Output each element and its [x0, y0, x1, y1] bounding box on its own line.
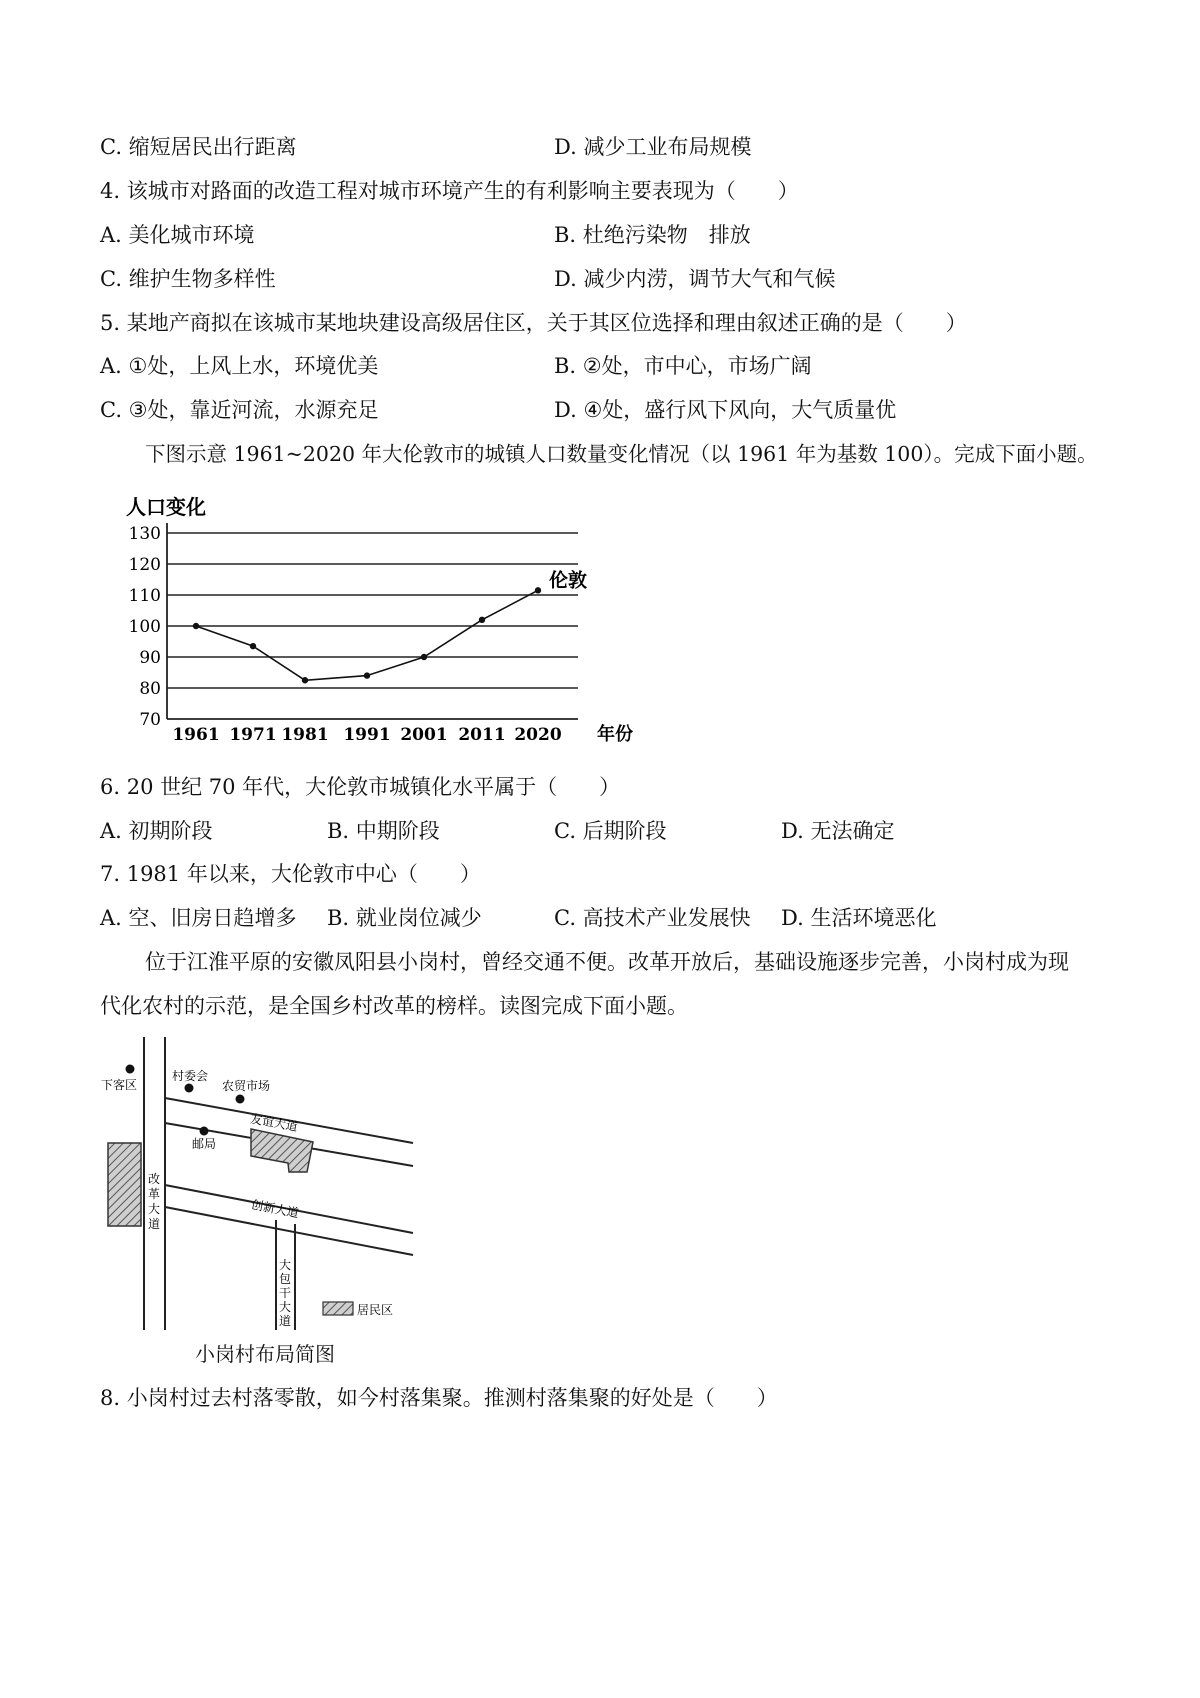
x-tick-label-1971: 1971: [229, 725, 277, 745]
svg-text:道: 道: [148, 1217, 161, 1231]
q6-option-d: D. 无法确定: [781, 819, 895, 843]
q3-option-c: C. 缩短居民出行距离: [100, 135, 297, 159]
q4-stem: 4. 该城市对路面的改造工程对城市环境产生的有利影响主要表现为（ ）: [100, 179, 799, 203]
q5-option-b: B. ②处，市中心，市场广阔: [554, 354, 812, 378]
y-tick-label-70: 70: [139, 710, 161, 730]
youju-point: [200, 1127, 209, 1136]
y-tick-label-80: 80: [139, 679, 161, 699]
residential-area-central: [251, 1129, 313, 1172]
x-tick-label-1981: 1981: [281, 725, 329, 745]
q7-option-c: C. 高技术产业发展快: [554, 906, 751, 930]
xiakequ-point: [126, 1065, 135, 1074]
youyi-road-label: 友谊大道: [249, 1111, 299, 1135]
youju-label: 邮局: [192, 1137, 217, 1151]
q6-option-b: B. 中期阶段: [327, 819, 440, 843]
residential-area-west: [108, 1143, 141, 1226]
svg-text:包: 包: [279, 1272, 292, 1286]
y-axis-label: 人口变化: [126, 495, 206, 519]
cunweihui-point: [185, 1084, 194, 1093]
data-point-2011: [479, 617, 485, 623]
nongmao-label: 农贸市场: [222, 1079, 271, 1093]
legend-label: 居民区: [357, 1303, 394, 1317]
data-point-2020: [535, 587, 541, 593]
population-line-chart: [110, 488, 650, 753]
q5-option-d: D. ④处，盛行风下风向，大气质量优: [554, 398, 897, 422]
x-axis-label: 年份: [597, 724, 633, 745]
svg-text:大: 大: [279, 1258, 292, 1272]
y-tick-label-130: 130: [128, 524, 161, 544]
y-tick-label-100: 100: [128, 617, 161, 637]
q7-stem: 7. 1981 年以来，大伦敦市中心（ ）: [100, 862, 481, 886]
q6-stem: 6. 20 世纪 70 年代，大伦敦市城镇化水平属于（ ）: [100, 775, 621, 799]
gaige-road-label: [148, 1172, 160, 1231]
chuangxin-road-label: 创新大道: [250, 1197, 300, 1221]
x-tick-label-1991: 1991: [343, 725, 391, 745]
svg-text:改: 改: [148, 1172, 161, 1186]
q5-option-a: A. ①处，上风上水，环境优美: [100, 354, 379, 378]
data-point-1981: [302, 677, 308, 683]
xiakequ-label: 下客区: [101, 1078, 138, 1092]
legend-swatch: [323, 1302, 353, 1315]
xiaogang-village-map: [95, 1035, 425, 1335]
q4-option-a: A. 美化城市环境: [100, 223, 255, 247]
q6-option-c: C. 后期阶段: [554, 819, 667, 843]
svg-text:大: 大: [279, 1300, 292, 1314]
data-point-1961: [193, 623, 199, 629]
x-tick-label-2011: 2011: [458, 725, 506, 745]
y-tick-label-120: 120: [128, 555, 161, 575]
y-tick-label-110: 110: [128, 586, 161, 606]
y-tick-label-90: 90: [139, 648, 161, 668]
map-intro-line-1: 位于江淮平原的安徽凤阳县小岗村，曾经交通不便。改革开放后，基础设施逐步完善，小岗村成为现: [145, 950, 1069, 974]
data-point-1971: [250, 643, 256, 649]
q6-option-a: A. 初期阶段: [100, 819, 213, 843]
map-intro-line-2: 代化农村的示范，是全国乡村改革的榜样。读图完成下面小题。: [100, 994, 688, 1018]
chart-intro-paragraph: 下图示意 1961~2020 年大伦敦市的城镇人口数量变化情况（以 1961 年为基数 100）。完成下面小题。: [145, 442, 1098, 466]
series-line-0: [196, 590, 538, 680]
q4-option-b: B. 杜绝污染物 排放: [554, 223, 751, 247]
nongmao-point: [236, 1095, 245, 1104]
q5-stem: 5. 某地产商拟在该城市某地块建设高级居住区，关于其区位选择和理由叙述正确的是（ ）: [100, 311, 967, 335]
x-tick-label-2020: 2020: [514, 725, 562, 745]
chart-gridlines: [167, 533, 578, 688]
chart-tick-labels: [129, 524, 562, 745]
x-tick-label-2001: 2001: [400, 725, 448, 745]
dabaogan-road-label: [279, 1257, 291, 1328]
svg-text:道: 道: [279, 1314, 292, 1328]
svg-text:干: 干: [279, 1286, 292, 1300]
q3-option-d: D. 减少工业布局规模: [554, 135, 752, 159]
data-point-1991: [364, 672, 370, 678]
q7-option-d: D. 生活环境恶化: [781, 906, 937, 930]
series-label: 伦敦: [549, 569, 588, 592]
q7-option-a: A. 空、旧房日趋增多: [100, 906, 297, 930]
map-caption: 小岗村布局简图: [195, 1342, 335, 1366]
data-point-2001: [421, 654, 427, 660]
q5-option-c: C. ③处，靠近河流，水源充足: [100, 398, 379, 422]
q4-option-d: D. 减少内涝，调节大气和气候: [554, 267, 836, 291]
q7-option-b: B. 就业岗位减少: [327, 906, 482, 930]
x-tick-label-1961: 1961: [172, 725, 220, 745]
cunweihui-label: 村委会: [172, 1069, 209, 1083]
svg-text:革: 革: [148, 1187, 161, 1201]
q4-option-c: C. 维护生物多样性: [100, 267, 276, 291]
q8-stem: 8. 小岗村过去村落零散，如今村落集聚。推测村落集聚的好处是（ ）: [100, 1386, 778, 1410]
chart-axes: [167, 523, 578, 719]
svg-text:大: 大: [148, 1202, 161, 1216]
